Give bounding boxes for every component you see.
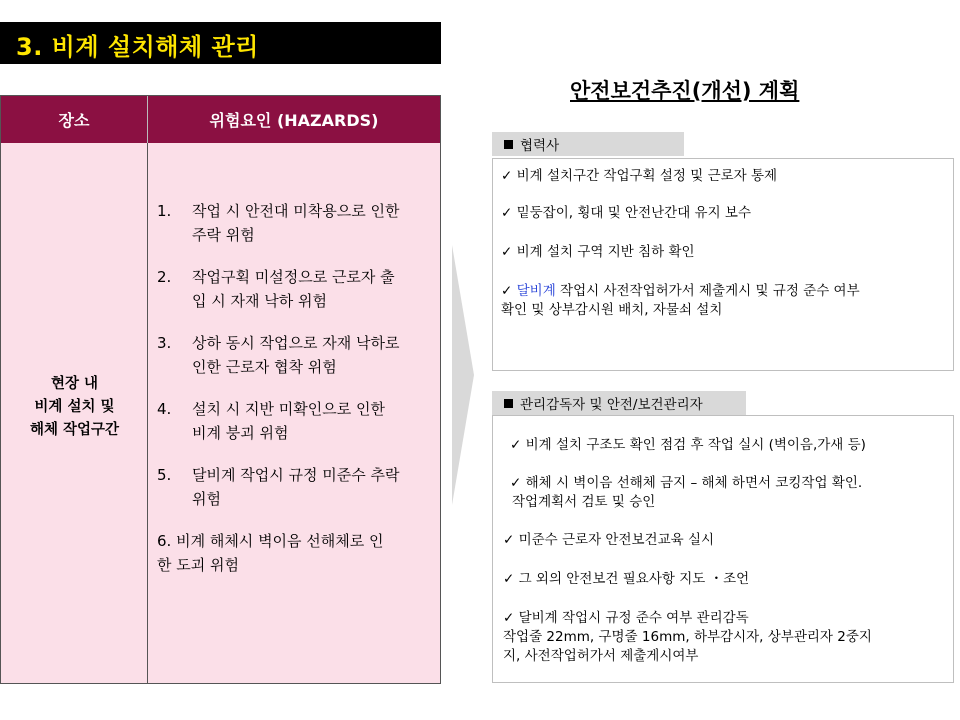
section-title-bar [0, 22, 441, 64]
section-label-text: 관리감독자 및 안전/보건관리자 [520, 397, 703, 413]
highlight-text: 달비계 [516, 283, 556, 299]
square-bullet-icon [504, 399, 513, 408]
hazard-number: 2. [157, 268, 172, 286]
place-line: 해체 작업구간 [29, 422, 120, 438]
partner-plan-box [492, 158, 954, 371]
hazard-number: 4. [157, 400, 172, 418]
hazard-table [0, 95, 441, 684]
hazard-line: 인한 근로자 협착 위험 [192, 358, 337, 376]
hazard-list [157, 199, 435, 595]
hazard-item [157, 265, 435, 313]
plan-item: ✓ 그 외의 안전보건 필요사항 지도 ・조언 [503, 571, 750, 587]
hazard-line: 위험 [192, 490, 221, 508]
hazard-line: 비계 붕괴 위험 [192, 424, 289, 442]
plan-item [501, 282, 860, 301]
hazard-line: 설치 시 지반 미확인으로 인한 [192, 400, 385, 418]
section-label-supervisor [492, 391, 746, 415]
chevron-arrow-icon [452, 245, 474, 505]
plan-item-continuation: 작업줄 22mm, 구명줄 16mm, 하부감시자, 상부관리자 2중지 [503, 629, 872, 645]
plan-item: ✓ 해체 시 벽이음 선해체 금지 – 해체 하면서 코킹작업 확인. [510, 475, 863, 491]
hazard-line: 주락 위험 [192, 226, 255, 244]
hazard-line: 작업 시 안전대 미착용으로 인한 [192, 202, 400, 220]
hazard-number: 5. [157, 466, 172, 484]
plan-item-text: 작업시 사전작업허가서 제출게시 및 규정 준수 여부 [555, 283, 860, 299]
hazard-number: 1. [157, 202, 172, 220]
plan-item-continuation: 작업계획서 검토 및 승인 [512, 494, 656, 510]
hazard-line: 달비계 작업시 규정 미준수 추락 [192, 466, 400, 484]
plan-item: ✓ 비계 설치구간 작업구획 설정 및 근로자 통제 [501, 168, 778, 184]
hazard-item [157, 331, 435, 379]
hazard-number: 3. [157, 334, 172, 352]
hazard-cell [148, 143, 440, 683]
plan-item-continuation: 지, 사전작업허가서 제출게시여부 [503, 648, 699, 664]
place-line: 현장 내 [50, 376, 99, 392]
place-line: 비계 설치 및 [34, 399, 115, 415]
section-title: 3. 비계 설치해체 관리 [16, 33, 259, 61]
plan-title: 안전보건추진(개선) 계획 [570, 79, 800, 103]
hazard-item [157, 199, 435, 247]
section-label-text: 협력사 [520, 138, 560, 154]
hazard-line: 상하 동시 작업으로 자재 낙하로 [192, 334, 400, 352]
plan-item: ✓ 비계 설치 구조도 확인 점검 후 작업 실시 (벽이음,가새 등) [510, 437, 866, 453]
hazard-line: 입 시 자재 낙하 위험 [192, 292, 327, 310]
supervisor-plan-box [492, 415, 954, 683]
square-bullet-icon [504, 140, 513, 149]
place-cell [1, 143, 148, 683]
plan-item: ✓ 비계 설치 구역 지반 침하 확인 [501, 244, 695, 260]
hazard-item [157, 463, 435, 511]
plan-item: ✓ 달비계 작업시 규정 준수 여부 관리감독 [503, 610, 749, 626]
plan-item-continuation: 확인 및 상부감시원 배치, 자물쇠 설치 [501, 302, 723, 318]
check-icon: ✓ [501, 283, 517, 299]
hazard-item [157, 529, 435, 577]
hazard-line: 6. 비계 해체시 벽이음 선해체로 인 [157, 532, 384, 550]
plan-item: ✓ 밑둥잡이, 횡대 및 안전난간대 유지 보수 [501, 205, 752, 221]
section-label-partner [492, 132, 684, 156]
plan-item: ✓ 미준수 근로자 안전보건교육 실시 [503, 532, 715, 548]
column-header-hazard: 위험요인 (HAZARDS) [148, 96, 440, 143]
column-header-place: 장소 [1, 96, 148, 143]
hazard-item [157, 397, 435, 445]
place-text [1, 373, 148, 442]
hazard-line: 한 도괴 위험 [157, 556, 239, 574]
hazard-line: 작업구획 미설정으로 근로자 출 [192, 268, 395, 286]
